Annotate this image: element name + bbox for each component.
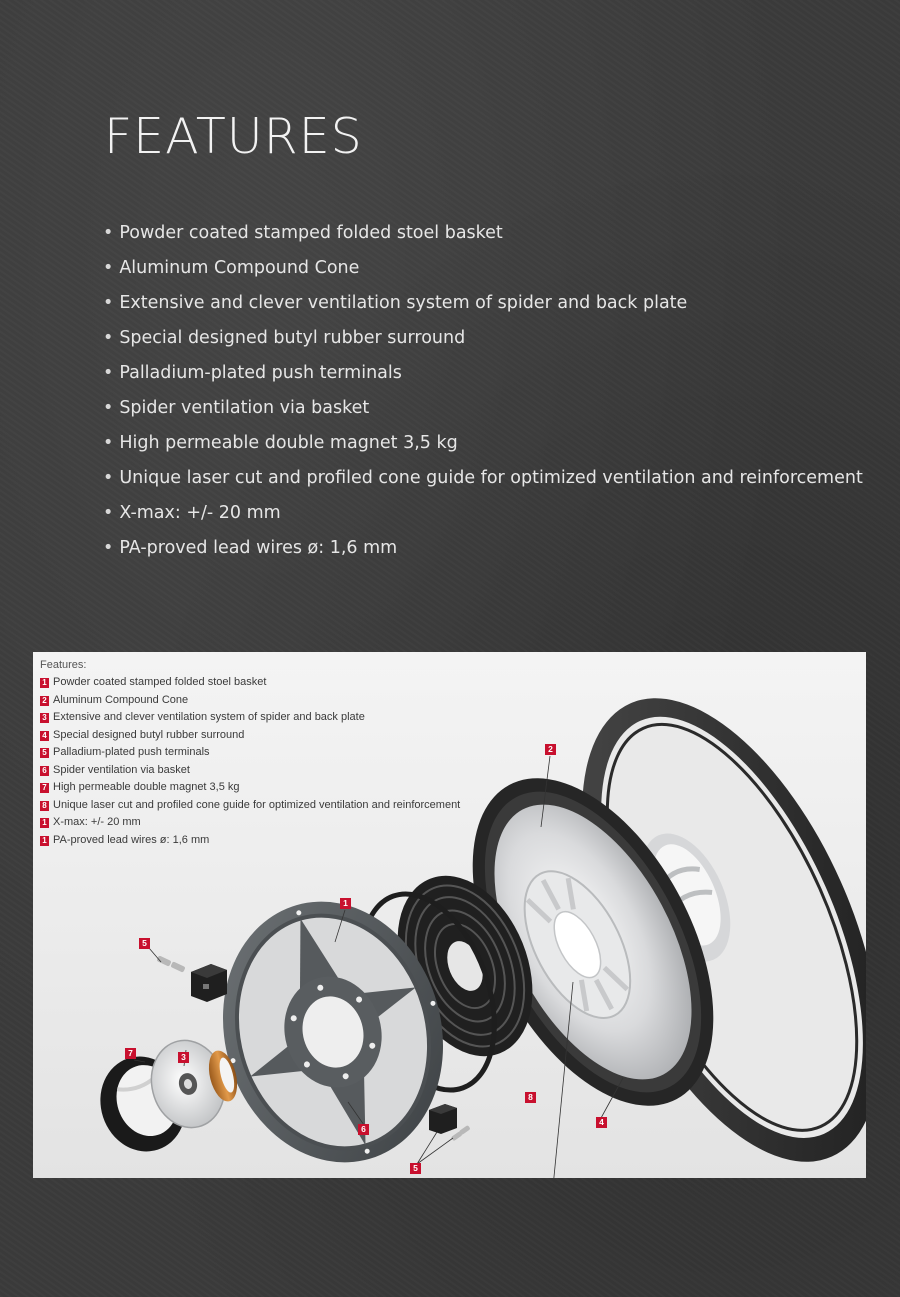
number-badge: 1	[40, 818, 49, 828]
exploded-speaker-diagram	[33, 652, 866, 1178]
list-item: • Special designed butyl rubber surround	[103, 328, 466, 348]
list-item: • Aluminum Compound Cone	[103, 258, 360, 278]
bullet-icon: •	[103, 258, 114, 278]
number-badge: 7	[40, 783, 49, 793]
callout-2: 2	[545, 744, 556, 755]
number-badge: 4	[40, 731, 49, 741]
legend-item: 1 X-max: +/- 20 mm	[40, 814, 460, 832]
number-badge: 6	[40, 766, 49, 776]
bullet-icon: •	[103, 468, 114, 488]
bullet-icon: •	[103, 538, 114, 558]
number-badge: 1	[40, 678, 49, 688]
callout-3: 3	[178, 1052, 189, 1063]
list-item: • Extensive and clever ventilation system of spider and back plate	[103, 293, 688, 313]
legend-item: 1 Powder coated stamped folded stoel basket	[40, 674, 460, 692]
callout-5-bottom: 5	[410, 1163, 421, 1174]
list-item: • High permeable double magnet 3,5 kg	[103, 433, 458, 453]
legend-item: 4 Special designed butyl rubber surround	[40, 727, 460, 745]
number-badge: 3	[40, 713, 49, 723]
legend-title: Features:	[40, 659, 87, 671]
bullet-icon: •	[103, 433, 114, 453]
number-badge: 8	[40, 801, 49, 811]
bullet-icon: •	[103, 398, 114, 418]
terminal-block-top	[191, 964, 227, 1002]
legend-item: 1 PA-proved lead wires ø: 1,6 mm	[40, 832, 460, 850]
bullet-icon: •	[103, 328, 114, 348]
callout-8: 8	[525, 1092, 536, 1103]
number-badge: 5	[40, 748, 49, 758]
number-badge: 2	[40, 696, 49, 706]
callout-7: 7	[125, 1048, 136, 1059]
callout-1: 1	[340, 898, 351, 909]
bullet-icon: •	[103, 363, 114, 383]
list-item: • X-max: +/- 20 mm	[103, 503, 281, 523]
legend-item: 7 High permeable double magnet 3,5 kg	[40, 779, 460, 797]
list-item: • PA-proved lead wires ø: 1,6 mm	[103, 538, 398, 558]
feature-legend	[40, 657, 460, 849]
legend-item: 5 Palladium-plated push terminals	[40, 744, 460, 762]
feature-list	[103, 220, 863, 570]
list-item: • Spider ventilation via basket	[103, 398, 370, 418]
terminal-block-bottom	[429, 1104, 457, 1134]
callout-4: 4	[596, 1117, 607, 1128]
legend-item: 8 Unique laser cut and profiled cone guide for optimized ventilation and reinforcement	[40, 797, 460, 815]
bullet-icon: •	[103, 503, 114, 523]
bullet-icon: •	[103, 223, 114, 243]
list-item: • Powder coated stamped folded stoel basket	[103, 223, 503, 243]
page-title: FEATURES	[104, 108, 363, 165]
callout-6: 6	[358, 1124, 369, 1135]
legend-item: 3 Extensive and clever ventilation system of spider and back plate	[40, 709, 460, 727]
push-terminal-pins-top	[156, 955, 185, 972]
legend-item: 2 Aluminum Compound Cone	[40, 692, 460, 710]
callout-5-top: 5	[139, 938, 150, 949]
list-item: • Unique laser cut and profiled cone guide for optimized ventilation and reinforcement	[103, 468, 863, 488]
bullet-icon: •	[103, 293, 114, 313]
list-item: • Palladium-plated push terminals	[103, 363, 402, 383]
number-badge: 1	[40, 836, 49, 846]
legend-item: 6 Spider ventilation via basket	[40, 762, 460, 780]
